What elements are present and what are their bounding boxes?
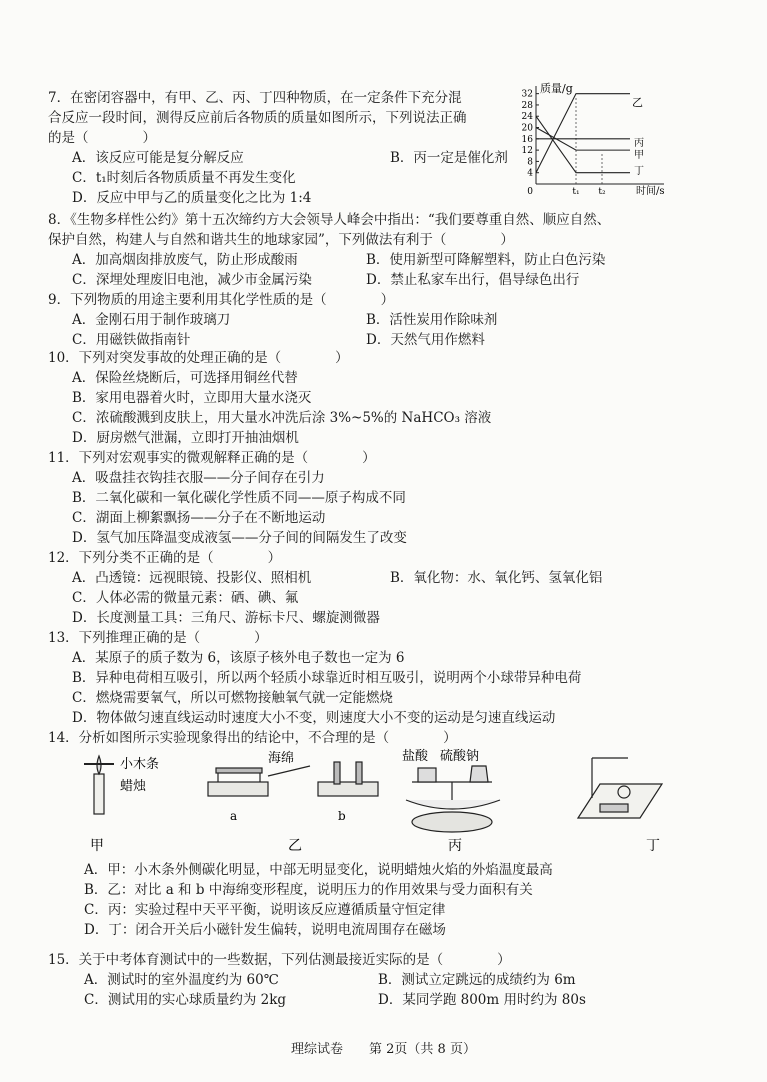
q14-label-bing: 丙	[448, 838, 462, 854]
q14-label-stick: 小木条	[120, 757, 160, 772]
q11-stem: 11．下列对宏观事实的微观解释正确的是（ ）	[48, 450, 376, 466]
q7-mass-time-chart	[506, 80, 676, 198]
q14-option-c: C．丙：实验过程中天平平衡，说明该反应遵循质量守恒定律	[84, 902, 446, 918]
question-14-stem	[48, 728, 708, 748]
q14-label-sponge: 海绵	[268, 751, 295, 766]
q7-chart-ytick: 32	[521, 89, 533, 100]
q14-label-jia: 甲	[90, 838, 104, 854]
q14-label-b: b	[338, 809, 346, 823]
q14-label-a: a	[230, 809, 238, 823]
q7-chart-label-bing: 丙	[634, 138, 644, 149]
question-11	[48, 448, 708, 548]
q14-label-salt: 硫酸钠	[440, 749, 480, 764]
q7-chart-xtick-t1: t₁	[572, 187, 580, 197]
q14-label-ding: 丁	[646, 838, 660, 854]
q7-chart-ytick: 24	[521, 112, 533, 123]
q10-option-a: A．保险丝烧断后，可选择用铜丝代替	[72, 370, 298, 386]
q7-option-a: A．该反应可能是复分解反应	[72, 150, 244, 166]
q11-option-d: D．氢气加压降温变成液氢——分子间的间隔发生了改变	[72, 530, 407, 546]
q12-option-a: A．凸透镜：远视眼镜、投影仪、照相机	[72, 570, 312, 586]
q15-option-b: B．测试立定跳远的成绩约为 6m	[378, 972, 576, 988]
q8-option-c: C．深埋处理废旧电池，减少市金属污染	[72, 272, 312, 288]
q7-option-d: D．反应中甲与乙的质量变化之比为 1:4	[72, 190, 312, 206]
q12-option-d: D．长度测量工具：三角尺、游标卡尺、螺旋测微器	[72, 610, 380, 626]
q7-chart-ytick: 16	[521, 134, 533, 145]
q9-stem: 9．下列物质的用途主要利用其化学性质的是（ ）	[48, 292, 395, 308]
q8-options-cd	[48, 270, 708, 290]
q11-option-b: B．二氧化碳和一氧化碳化学性质不同——原子构成不同	[72, 490, 406, 506]
q14-option-a: A．甲：小木条外侧碳化明显，中部无明显变化，说明蜡烛火焰的外焰温度最高	[84, 862, 553, 878]
q15-option-d: D．某同学跑 800m 用时约为 80s	[378, 992, 586, 1008]
q9-options-ab	[48, 310, 708, 330]
q7-stem-line2: 合反应一段时间，测得反应前后各物质的质量如图所示，下列说法正确	[48, 110, 467, 126]
q9-option-c: C．用磁铁做指南针	[72, 332, 191, 348]
question-9	[48, 290, 708, 350]
q7-chart-ytick: 28	[521, 100, 533, 111]
q14-label-yi: 乙	[288, 838, 302, 854]
q15-options-cd	[48, 990, 708, 1010]
q7-chart-label-yi: 乙	[632, 96, 643, 109]
q10-option-d: D．厨房燃气泄漏，立即打开抽油烟机	[72, 430, 299, 446]
q14-option-b: B．乙：对比 a 和 b 中海绵变形程度，说明压力的作用效果与受力面积有关	[84, 882, 533, 898]
question-12	[48, 548, 708, 628]
q7-chart-ytick: 20	[521, 123, 533, 134]
question-8	[48, 210, 708, 290]
q15-options-ab	[48, 970, 708, 990]
q15-option-a: A．测试时的室外温度约为 60℃	[84, 972, 279, 988]
figure-yi-sponge	[208, 762, 378, 796]
figure-ding-circuit	[578, 758, 662, 818]
q7-chart-ylabel: 质量/g	[540, 82, 573, 95]
q7-chart-ytick: 12	[521, 146, 533, 157]
page-footer: 理综试卷 第 2页（共 8 页）	[291, 1042, 476, 1057]
q7-chart-xlabel: 时间/s	[636, 186, 665, 197]
q9-option-a: A．金刚石用于制作玻璃刀	[72, 312, 231, 328]
q7-chart-ytick: 8	[527, 157, 533, 168]
question-15	[48, 950, 708, 1010]
q8-options-ab	[48, 250, 708, 270]
q10-stem: 10．下列对突发事故的处理正确的是（ ）	[48, 350, 349, 366]
question-10	[48, 348, 708, 448]
q8-option-b: B．使用新型可降解塑料，防止白色污染	[366, 252, 606, 268]
q13-option-b: B．异种电荷相互吸引，所以两个轻质小球靠近时相互吸引，说明两个小球带异种电荷	[72, 670, 582, 686]
q10-option-c: C．浓硫酸溅到皮肤上，用大量水冲洗后涂 3%~5%的 NaHCO₃ 溶液	[72, 410, 492, 426]
q10-option-b: B．家用电器着火时，立即用大量水浇灭	[72, 390, 312, 406]
q7-option-c: C．t₁时刻后各物质质量不再发生变化	[72, 170, 296, 186]
q12-options-ab	[48, 568, 708, 588]
q12-option-b: B．氧化物：水、氧化钙、氢氧化铝	[390, 570, 603, 586]
q14-experiment-figures	[80, 748, 680, 858]
q14-option-d: D．丁：闭合开关后小磁针发生偏转，说明电流周围存在磁场	[84, 922, 446, 938]
q8-stem-line1: 8．《生物多样性公约》第十五次缔约方大会领导人峰会中指出：“我们要尊重自然、顺应自然、	[48, 212, 611, 228]
q7-chart-xtick-t2: t₂	[598, 187, 606, 197]
question-13	[48, 628, 708, 728]
q14-stem: 14．分析如图所示实验现象得出的结论中，不合理的是（ ）	[48, 730, 457, 746]
figure-bing-balance	[406, 766, 500, 832]
figure-jia-candle	[84, 756, 114, 814]
q7-chart-label-ding: 丁	[634, 166, 644, 177]
q15-stem: 15．关于中考体育测试中的一些数据，下列估测最接近实际的是（ ）	[48, 952, 511, 968]
q14-label-candle: 蜡烛	[120, 779, 147, 794]
q13-option-c: C．燃烧需要氧气，所以可燃物接触氧气就一定能燃烧	[72, 690, 393, 706]
q7-chart-origin: 0	[527, 187, 533, 197]
q12-option-c: C．人体必需的微量元素：硒、碘、氟	[72, 590, 299, 606]
q13-option-d: D．物体做匀速直线运动时速度大小不变，则速度大小不变的运动是匀速直线运动	[72, 710, 556, 726]
q11-option-c: C．湖面上柳絮飘扬——分子在不断地运动	[72, 510, 326, 526]
q13-option-a: A．某原子的质子数为 6，该原子核外电子数也一定为 6	[72, 650, 405, 666]
q7-chart-series-line-0	[536, 94, 630, 173]
q8-stem-line2: 保护自然，构建人与自然和谐共生的地球家园”，下列做法有利于（ ）	[48, 232, 514, 248]
question-14-options	[48, 860, 708, 940]
q7-stem-line3: 的是（ ）	[48, 130, 156, 146]
q7-option-b: B．丙一定是催化剂	[390, 150, 508, 166]
q15-option-c: C．测试用的实心球质量约为 2kg	[84, 992, 287, 1008]
q7-stem-line1: 7．在密闭容器中，有甲、乙、丙、丁四种物质，在一定条件下充分混	[48, 90, 462, 106]
q9-option-d: D．天然气用作燃料	[366, 332, 485, 348]
q14-label-acid: 盐酸	[402, 749, 429, 764]
q11-option-a: A．吸盘挂衣钩挂衣服——分子间存在引力	[72, 470, 325, 486]
q8-option-a: A．加高烟囱排放废气，防止形成酸雨	[72, 252, 298, 268]
q9-option-b: B．活性炭用作除味剂	[366, 312, 498, 328]
q7-chart-label-jia: 甲	[634, 150, 644, 161]
q7-chart-ytick: 4	[527, 168, 533, 179]
q12-stem: 12．下列分类不正确的是（ ）	[48, 550, 282, 566]
q8-option-d: D．禁止私家车出行，倡导绿色出行	[366, 272, 580, 288]
q13-stem: 13．下列推理正确的是（ ）	[48, 630, 268, 646]
q9-options-cd	[48, 330, 708, 350]
